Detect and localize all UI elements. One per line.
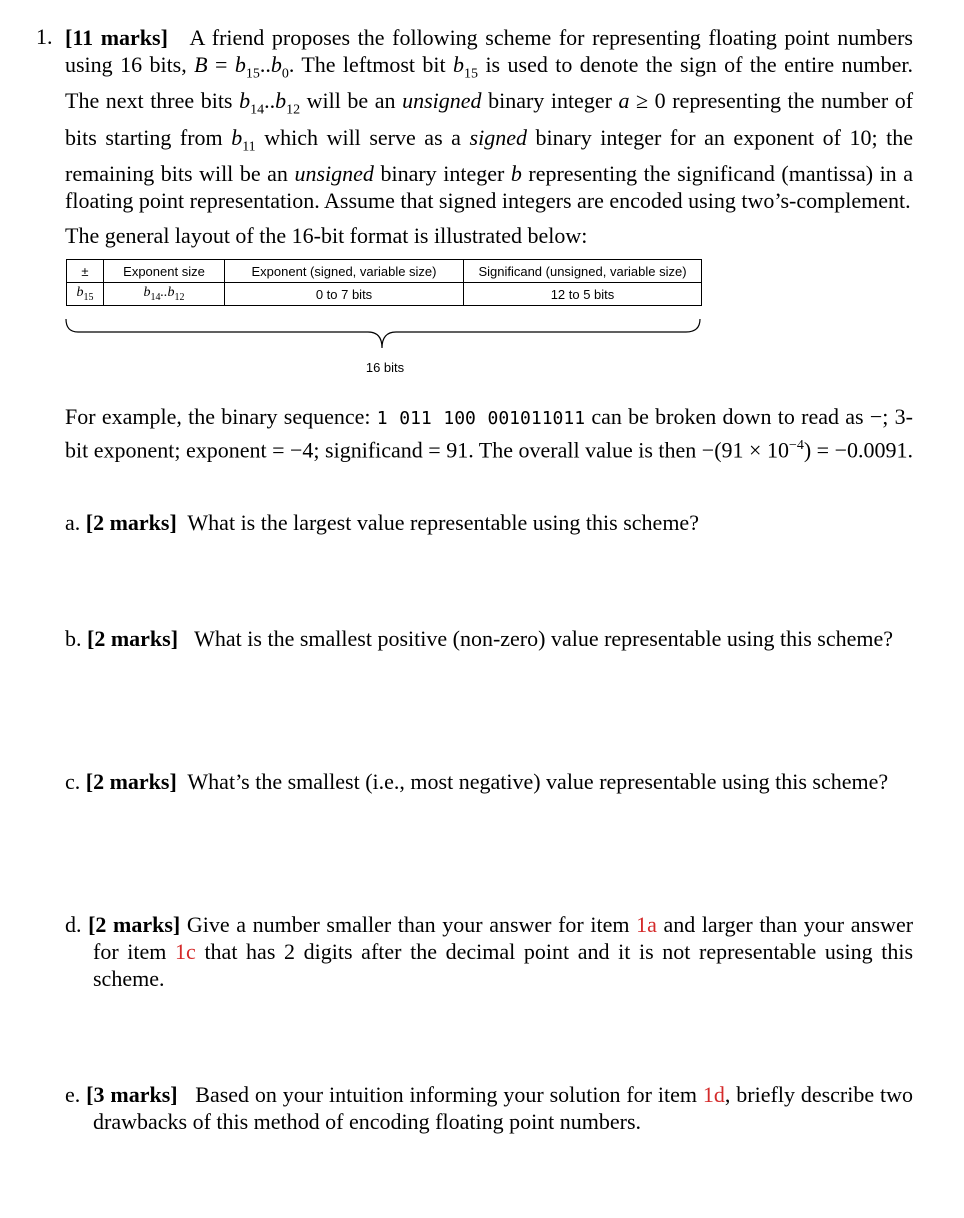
part-d [65,911,913,992]
unsigned-word: unsigned [402,88,482,114]
intro-text-1: A friend proposes the following scheme for representing floating point numbers using 16 bits, [65,25,913,77]
question-marks: [11 marks] [65,25,168,50]
table-header-row [67,260,702,283]
part-marks: [2 marks] [87,626,179,651]
part-marks: [3 marks] [86,1082,178,1107]
ref-link-1d[interactable]: 1d [702,1082,725,1107]
part-a [65,509,913,536]
example-text-1: For example, the binary sequence: [65,404,371,429]
table-row [67,283,702,306]
table-cell-exp-size: $b_{14}..b_{12}$ [104,283,225,306]
question-intro: [11 marks] A friend proposes the following scheme for representing floating point numbers using 16 bits, $B = b_{15}..b_0$. The leftmost bit $b_{15}$ is used to denote the sign of the entire number. The next three bits $b_{14}..b_{12}$ will be an unsigned binary integer a ≥ 0 representing the number of bits starting from $b_{11}$ which will serve as a signed binary integer for an exponent of 10; the remaining bits will be an unsigned binary integer b representing the significand (mantissa) in a floating point representation. Assume that signed integers are encoded using two’s-complement. [65,25,914,214]
example-text-2: can be broken down to read as −; 3-bit exponent; exponent = −4; significand = 91. The overall value is then −(91 × [65,404,913,463]
ref-link-1c[interactable]: 1c [175,939,196,964]
part-e [65,1081,913,1135]
intro-text-2: The leftmost bit [301,52,446,77]
table-header-exponent: Exponent (signed, variable size) [225,260,464,283]
table-cell-sign: $b_{15}$ [67,283,104,306]
part-marks: [2 marks] [85,769,177,794]
part-text-1: Based on your intuition informing your solution for item [195,1082,698,1107]
part-label: a. [65,510,81,535]
intro-text-3: is used to denote the sign of the entire number. The next three bits [65,52,914,114]
example-exp: −4 [788,438,804,453]
part-text-3: that has 2 digits after the decimal point and it is not representable using this scheme. [93,939,914,991]
intro-text-9: binary integer [380,161,505,187]
ref-link-1a[interactable]: 1a [636,912,657,937]
part-label: c. [65,769,81,794]
example-bits: 1 011 100 001011011 [376,408,586,429]
intro-text-5: binary integer [488,88,612,114]
intro-text-4: will be an [306,88,396,114]
intro-text-8: binary integer for an exponent of 10; the remaining bits will be an [65,124,914,187]
intro-text-10: representing the significand (mantissa) in a floating point representation. Assume that signed integers are encoded using two’s-complement. [65,161,913,214]
brace-icon [64,318,704,358]
part-text-2: and larger than your answer for item [93,912,914,964]
signed-word: signed [469,124,527,150]
table-cell-exponent: 0 to 7 bits [225,283,464,306]
table-header-sign: ± [67,260,104,283]
example-text-4: ) = −0.0091. [803,437,913,463]
b-expr: B [194,52,208,77]
layout-intro: The general layout of the 16-bit format is illustrated below: [65,223,588,248]
intro-text-7: which will serve as a [264,124,461,150]
part-marks: [2 marks] [85,510,177,535]
table-header-exp-size: Exponent size [104,260,225,283]
table-cell-significand: 12 to 5 bits [464,283,702,306]
bit-layout-table [66,259,702,306]
part-text-2: , briefly describe two drawbacks of this method of encoding floating point numbers. [93,1082,914,1134]
intro-text-6: representing the number of bits starting from [65,88,914,150]
part-text: What’s the smallest (i.e., most negative) value representable using this scheme? [187,769,889,794]
part-b [65,625,913,652]
table-header-significand: Significand (unsigned, variable size) [464,260,702,283]
example-paragraph [65,403,913,463]
part-label: b. [65,626,82,651]
part-marks: [2 marks] [88,912,181,937]
question-number: 1. [36,24,53,49]
unsigned-word-2: unsigned [294,161,374,187]
part-text: What is the largest value representable using this scheme? [187,510,699,535]
example-text-3: 10 [766,437,789,463]
brace-label: 16 bits [365,360,405,375]
part-text: What is the smallest positive (non-zero) value representable using this scheme? [194,626,894,651]
part-label: d. [65,912,82,937]
part-text-1: Give a number smaller than your answer for item [186,912,630,937]
part-c [65,768,913,795]
part-label: e. [65,1082,81,1107]
